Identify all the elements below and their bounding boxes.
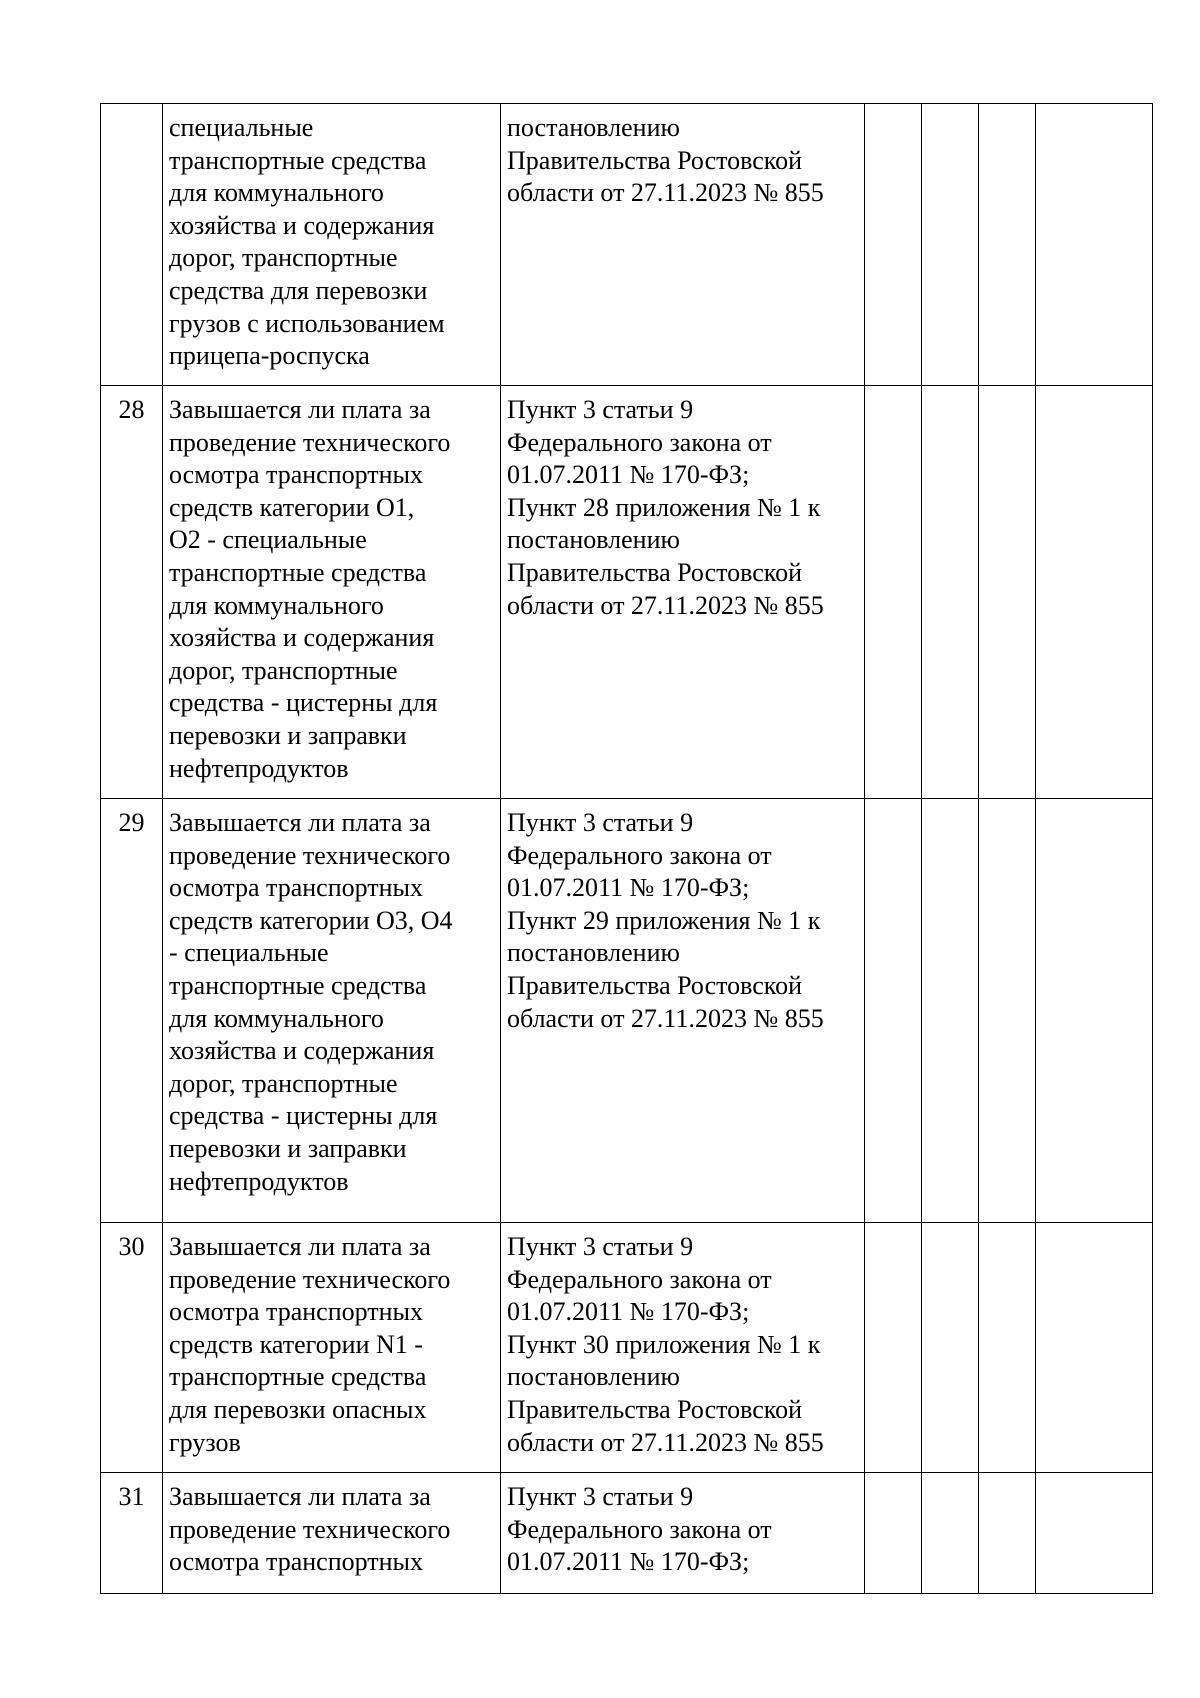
reference-cell [501,1473,865,1594]
reference-line: постановлению [507,938,680,968]
answer-yes-cell [865,1223,922,1473]
question-line: проведение технического [169,840,451,870]
question-line: дорог, транспортные [169,1068,398,1098]
question-line: транспортные средства [169,145,427,175]
question-line: проведение технического [169,1264,451,1294]
question-line: хозяйства и содержания [169,1036,435,1066]
question-line: проведение технического [169,427,451,457]
reference-line: Пункт 30 приложения № 1 к [507,1329,821,1359]
question-line: средств категории O3, O4 [169,905,453,935]
row-number: 29 [101,799,163,1223]
answer-na-cell [979,104,1036,386]
question-line: транспортные средства [169,970,427,1000]
answer-no-cell [922,1223,979,1473]
answer-yes-cell [865,104,922,386]
answer-yes-cell [865,799,922,1223]
note-cell [1036,1473,1153,1594]
question-line: осмотра транспортных [169,460,424,490]
reference-line: Федерального закона от [507,1264,772,1294]
question-line: осмотра транспортных [169,1297,424,1327]
note-cell [1036,386,1153,799]
note-cell [1036,104,1153,386]
question-line: грузов с использованием [169,308,445,338]
reference-line: Пункт 3 статьи 9 [507,1232,694,1261]
reference-line: постановлению [507,113,680,142]
question-line: нефтепродуктов [169,753,349,783]
reference-line: Федерального закона от [507,840,772,870]
reference-line: 01.07.2011 № 170-ФЗ; [507,460,750,490]
reference-line: Правительства Ростовской [507,1394,803,1424]
question-line: грузов [169,1427,241,1457]
question-line: дорог, транспортные [169,655,398,685]
question-line: средства для перевозки [169,275,428,305]
reference-line: области от 27.11.2023 № 855 [507,178,824,208]
checklist-table [100,103,1153,1594]
answer-yes-cell [865,386,922,799]
question-line: средств категории N1 - [169,1329,423,1359]
answer-no-cell [922,386,979,799]
question-line: средства - цистерны для [169,688,438,718]
row-number: 31 [101,1473,163,1594]
table-row [101,799,1153,1223]
question-line: Завышается ли плата за [169,395,431,424]
row-number: 30 [101,1223,163,1473]
question-line: транспортные средства [169,557,427,587]
answer-no-cell [922,104,979,386]
question-cell [163,1473,501,1594]
question-line: нефтепродуктов [169,1166,349,1196]
table-row [101,386,1153,799]
question-line: осмотра транспортных [169,873,424,903]
answer-no-cell [922,799,979,1223]
note-cell [1036,1223,1153,1473]
question-line: прицепа-роспуска [169,341,370,371]
reference-line: Пункт 3 статьи 9 [507,395,694,424]
table-row [101,1223,1153,1473]
reference-line: 01.07.2011 № 170-ФЗ; [507,873,750,903]
question-cell [163,386,501,799]
reference-line: Пункт 28 приложения № 1 к [507,492,821,522]
question-line: хозяйства и содержания [169,623,435,653]
reference-line: Федерального закона от [507,427,772,457]
reference-line: Правительства Ростовской [507,557,803,587]
question-line: средства - цистерны для [169,1101,438,1131]
question-line: хозяйства и содержания [169,210,435,240]
question-line: проведение технического [169,1514,451,1544]
question-line: осмотра транспортных [169,1547,424,1577]
question-line: O2 - специальные [169,525,367,555]
reference-line: Федерального закона от [507,1514,772,1544]
answer-na-cell [979,799,1036,1223]
row-number: 28 [101,386,163,799]
question-cell [163,799,501,1223]
question-line: транспортные средства [169,1362,427,1392]
reference-cell [501,1223,865,1473]
reference-line: 01.07.2011 № 170-ФЗ; [507,1297,750,1327]
reference-line: 01.07.2011 № 170-ФЗ; [507,1547,750,1577]
question-line: специальные [169,113,314,142]
answer-na-cell [979,1223,1036,1473]
reference-line: Пункт 3 статьи 9 [507,808,694,837]
question-line: Завышается ли плата за [169,1482,431,1511]
reference-cell [501,386,865,799]
reference-cell [501,104,865,386]
question-line: для перевозки опасных [169,1394,427,1424]
question-cell [163,104,501,386]
row-number [101,104,163,386]
answer-no-cell [922,1473,979,1594]
reference-line: области от 27.11.2023 № 855 [507,590,824,620]
reference-line: Пункт 3 статьи 9 [507,1482,694,1511]
table-row [101,1473,1153,1594]
reference-line: Пункт 29 приложения № 1 к [507,905,821,935]
answer-yes-cell [865,1473,922,1594]
question-line: - специальные [169,938,329,968]
question-line: Завышается ли плата за [169,808,431,837]
question-line: Завышается ли плата за [169,1232,431,1261]
question-line: для коммунального [169,1003,384,1033]
reference-line: области от 27.11.2023 № 855 [507,1003,824,1033]
note-cell [1036,799,1153,1223]
answer-na-cell [979,1473,1036,1594]
reference-cell [501,799,865,1223]
table-row [101,104,1153,386]
question-cell [163,1223,501,1473]
reference-line: постановлению [507,1362,680,1392]
question-line: для коммунального [169,178,384,208]
question-line: перевозки и заправки [169,1133,407,1163]
answer-na-cell [979,386,1036,799]
question-line: дорог, транспортные [169,243,398,273]
question-line: перевозки и заправки [169,720,407,750]
question-line: средств категории O1, [169,492,415,522]
question-line: для коммунального [169,590,384,620]
reference-line: Правительства Ростовской [507,970,803,1000]
reference-line: постановлению [507,525,680,555]
reference-line: Правительства Ростовской [507,145,803,175]
reference-line: области от 27.11.2023 № 855 [507,1427,824,1457]
